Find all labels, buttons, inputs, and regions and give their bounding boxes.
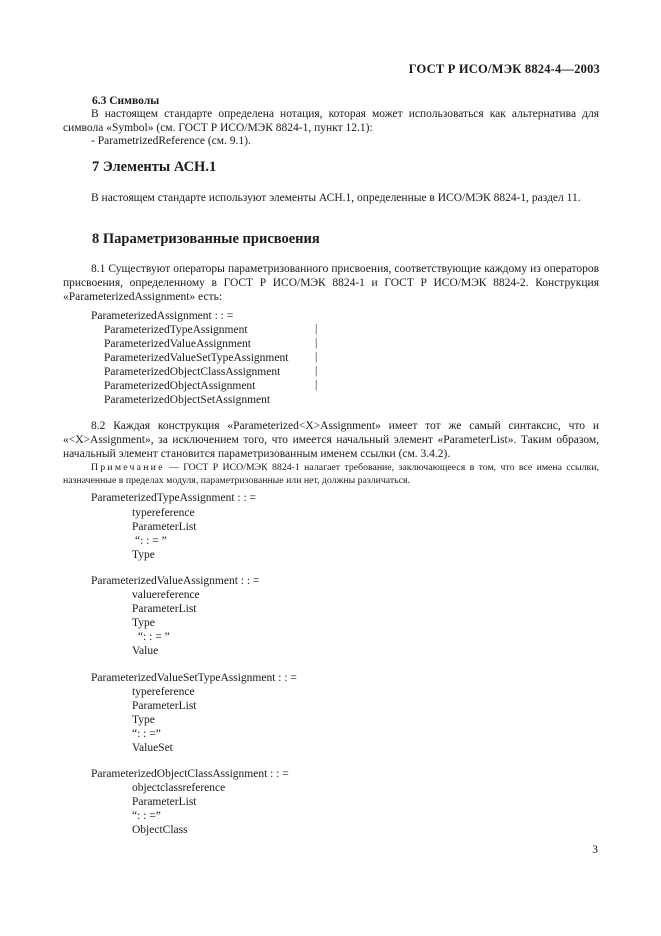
assignment-item: ParameterizedObjectSetAssignment [104,394,271,406]
assignment-item: ParameterizedObjectClassAssignment [104,366,281,378]
grammar-head: ParameterizedValueSetTypeAssignment : : = [91,672,297,684]
section-8-1-text: 8.1 Существуют операторы параметризованного присвоения, соответствующие каждому из операторов присвоения, определенному в ГОСТ Р ИСО/МЭК 8824-1 и ГОСТ Р ИСО/МЭК 8824-2. Конструкция «ParameterizedAssignment» есть: [63,263,599,303]
note [63,462,599,487]
grammar-item: “: : = ” [138,631,170,643]
separator-bar: | [315,337,318,349]
assignment-item: ParameterizedValueAssignment [104,338,251,350]
assignment-item: ParameterizedValueSetTypeAssignment [104,352,289,364]
grammar-item: “: : =” [132,728,161,740]
section-7-title: 7 Элементы АСН.1 [92,159,217,175]
assignment-item: ParameterizedTypeAssignment [104,324,248,336]
page-header: ГОСТ Р ИСО/МЭК 8824-4—2003 [408,62,600,76]
note-text: — ГОСТ Р ИСО/МЭК 8824-1 налагает требование, заключающееся в том, что все имена ссылки, назначенные в пределах модуля, параметризованные или нет, должны различаться. [63,462,599,486]
grammar-item: Value [132,645,159,657]
grammar-item: ParameterList [132,700,197,712]
grammar-item: objectclassreference [132,782,226,794]
separator-bar: | [315,323,318,335]
section-6-3-item: - ParametrizedReference (см. 9.1). [91,135,251,147]
separator-bar: | [315,351,318,363]
assignment-head: ParameterizedAssignment : : = [91,310,234,322]
page-number: 3 [592,844,598,856]
section-8-2-text: 8.2 Каждая конструкция «Parameterized<X>Assignment» имеет тот же самый синтаксис, что и «<X>Assignment», за исключением того, что имеется начальный элемент «ParameterList». Таким образом, начальный элемент становится параметризованным именем ссылки (см. 3.4.2). [63,420,599,460]
grammar-head: ParameterizedObjectClassAssignment : : = [91,768,289,780]
grammar-item: typereference [132,507,195,519]
grammar-item: ObjectClass [132,824,188,836]
separator-bar: | [315,365,318,377]
grammar-item: Type [132,549,155,561]
grammar-item: “: : = ” [135,535,167,547]
note-label: Примечание [91,462,165,473]
grammar-item: valuereference [132,589,200,601]
section-8-title: 8 Параметризованные присвоения [92,231,320,247]
grammar-item: “: : =” [132,810,161,822]
grammar-item: ValueSet [132,742,173,754]
grammar-item: Type [132,714,155,726]
separator-bar: | [315,379,318,391]
grammar-item: Type [132,617,155,629]
section-7-text: В настоящем стандарте используют элементы АСН.1, определенные в ИСО/МЭК 8824-1, раздел 11. [91,192,581,204]
grammar-item: ParameterList [132,796,197,808]
grammar-head: ParameterizedValueAssignment : : = [91,575,260,587]
grammar-item: ParameterList [132,521,197,533]
section-6-3-text: В настоящем стандарте определена нотация, которая может использоваться как альтернатива для символа «Symbol» (см. ГОСТ Р ИСО/МЭК 8824-1, пункт 12.1): [63,108,599,134]
section-6-3-title: 6.3 Символы [92,95,160,107]
grammar-item: typereference [132,686,195,698]
assignment-item: ParameterizedObjectAssignment [104,380,256,392]
grammar-item: ParameterList [132,603,197,615]
grammar-head: ParameterizedTypeAssignment : : = [91,492,257,504]
